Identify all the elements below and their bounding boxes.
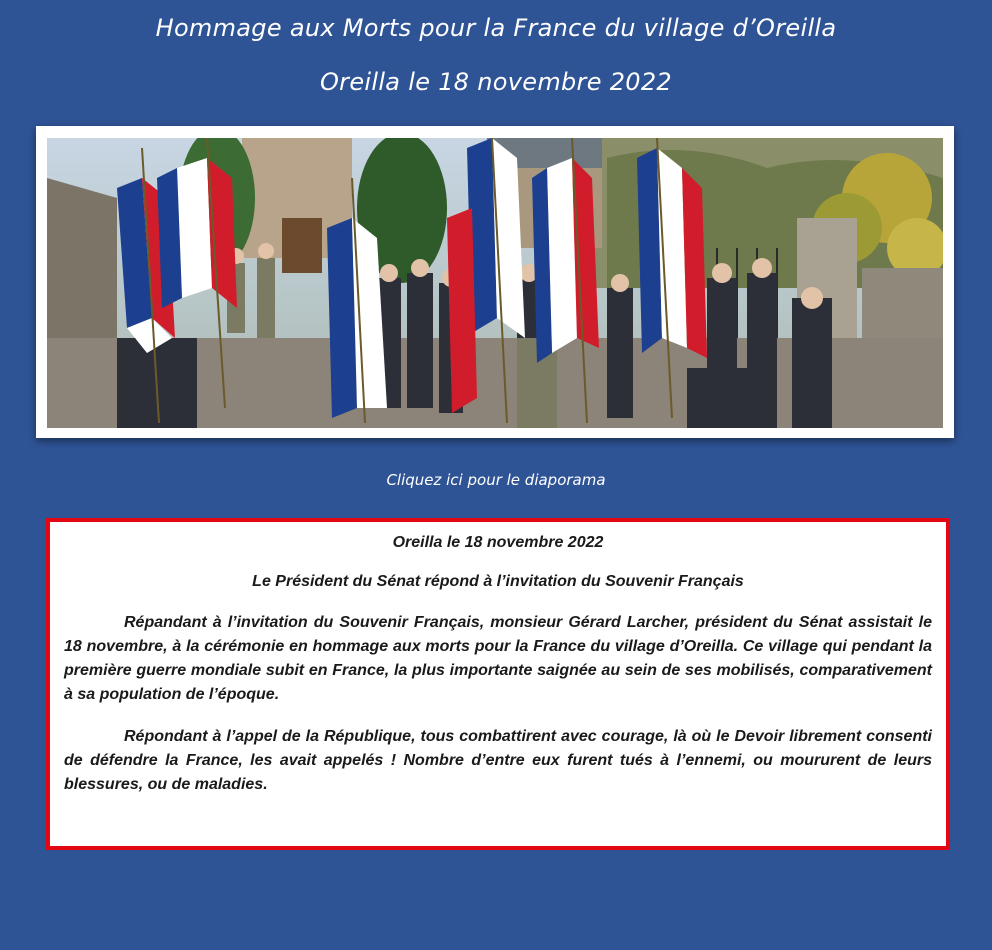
photo-frame — [36, 126, 954, 438]
slideshow-link[interactable]: Cliquez ici pour le diaporama — [386, 471, 606, 489]
page-title: Hommage aux Morts pour la France du village d’Oreilla — [155, 14, 837, 42]
article-paragraph: Répondant à l’appel de la République, tous combattirent avec courage, là où le Devoir librement consenti de défendre la France, les avait appelés ! Nombre d’entre eux furent tués à l’ennemi, ou moururent de leurs blessures, ou de maladies. — [64, 728, 932, 793]
page-subtitle: Oreilla le 18 novembre 2022 — [319, 68, 672, 96]
article-headline: Le Président du Sénat répond à l’invitation du Souvenir Français — [252, 573, 744, 590]
article-date: Oreilla le 18 novembre 2022 — [392, 534, 604, 551]
ceremony-photo — [47, 138, 943, 428]
article-paragraph: Répandant à l’invitation du Souvenir Français, monsieur Gérard Larcher, président du Sénat assistait le 18 novembre, à la cérémonie en hommage aux morts pour la France du village d’Oreilla. Ce village qui pendant la première guerre mondiale subit en France, la plus importante saignée au sein de ses mobilisés, comparativement à sa population de l’époque. — [64, 614, 932, 703]
article-box — [46, 518, 950, 850]
